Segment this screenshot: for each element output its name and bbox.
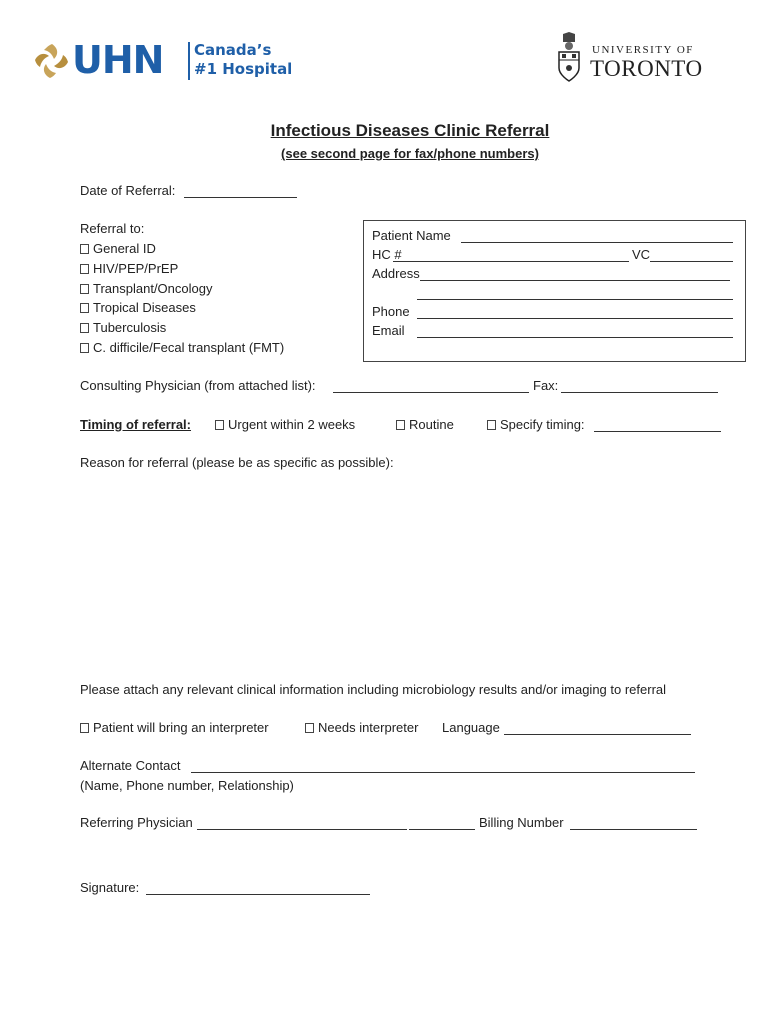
checkbox-icon[interactable] xyxy=(80,264,89,274)
date-field[interactable] xyxy=(184,197,297,198)
attach-note: Please attach any relevant clinical information including microbiology results and/or imaging to referral xyxy=(80,682,667,697)
alternate-contact-note: (Name, Phone number, Relationship) xyxy=(80,778,294,793)
crest-icon xyxy=(556,32,582,82)
signature-field[interactable] xyxy=(146,894,370,895)
vc-label: VC xyxy=(632,247,651,262)
vc-field[interactable] xyxy=(650,261,733,262)
reason-label: Reason for referral (please be as specific as possible): xyxy=(80,455,394,470)
uhn-tagline-2: #1 Hospital xyxy=(194,60,293,78)
reason-field[interactable] xyxy=(80,476,720,666)
billing-number-label: Billing Number xyxy=(479,815,564,830)
checkbox-icon[interactable] xyxy=(80,343,89,353)
timing-option[interactable]: Urgent within 2 weeks xyxy=(215,417,355,433)
checkbox-icon[interactable] xyxy=(80,303,89,313)
address-field-1[interactable] xyxy=(420,280,730,281)
uoft-line-1: UNIVERSITY OF xyxy=(592,44,694,56)
fax-field[interactable] xyxy=(561,392,718,393)
uhn-logo xyxy=(32,38,293,84)
date-label: Date of Referral: xyxy=(80,183,176,198)
referral-option[interactable]: Tropical Diseases xyxy=(80,300,196,316)
referral-option[interactable]: HIV/PEP/PrEP xyxy=(80,261,178,277)
email-label: Email xyxy=(372,323,405,338)
patient-name-label: Patient Name xyxy=(372,228,451,243)
specify-timing-field[interactable] xyxy=(594,431,721,432)
signature-label: Signature: xyxy=(80,880,140,895)
checkbox-icon[interactable] xyxy=(215,420,224,430)
uhn-tagline-1: Canada’s xyxy=(194,41,272,59)
timing-label: Timing of referral: xyxy=(80,417,192,432)
alternate-contact-field[interactable] xyxy=(191,772,695,773)
checkbox-icon[interactable] xyxy=(487,420,496,430)
interpreter-option[interactable]: Patient will bring an interpreter xyxy=(80,720,269,736)
language-label: Language xyxy=(442,720,500,735)
referring-physician-label: Referring Physician xyxy=(80,815,193,830)
patient-name-field[interactable] xyxy=(461,242,733,243)
uhn-mark-icon xyxy=(32,42,72,80)
referral-option[interactable]: Transplant/Oncology xyxy=(80,281,212,297)
phone-label: Phone xyxy=(372,304,410,319)
checkbox-icon[interactable] xyxy=(80,284,89,294)
referral-option[interactable]: C. difficile/Fecal transplant (FMT) xyxy=(80,340,284,356)
fax-label: Fax: xyxy=(533,378,559,393)
checkbox-icon[interactable] xyxy=(305,723,314,733)
checkbox-icon[interactable] xyxy=(80,323,89,333)
uoft-line-2: TORONTO xyxy=(590,56,703,81)
form-subtitle: (see second page for fax/phone numbers) xyxy=(281,146,539,161)
uoft-logo xyxy=(556,30,726,86)
logo-divider xyxy=(188,42,190,80)
billing-number-field[interactable] xyxy=(570,829,697,830)
language-field[interactable] xyxy=(504,734,691,735)
checkbox-icon[interactable] xyxy=(80,723,89,733)
email-field[interactable] xyxy=(417,337,733,338)
hc-field[interactable] xyxy=(393,261,629,262)
interpreter-option[interactable]: Needs interpreter xyxy=(305,720,418,736)
uhn-wordmark: UHN xyxy=(72,38,164,82)
timing-option[interactable]: Specify timing: xyxy=(487,417,585,433)
referral-option[interactable]: Tuberculosis xyxy=(80,320,166,336)
timing-option[interactable]: Routine xyxy=(396,417,454,433)
referral-option[interactable]: General ID xyxy=(80,241,156,257)
checkbox-icon[interactable] xyxy=(80,244,89,254)
consulting-physician-label: Consulting Physician (from attached list): xyxy=(80,378,316,393)
checkbox-icon[interactable] xyxy=(396,420,405,430)
hc-label: HC # xyxy=(372,247,402,262)
referring-physician-field[interactable] xyxy=(197,829,407,830)
address-field-2[interactable] xyxy=(417,299,733,300)
referring-physician-field-2[interactable] xyxy=(409,829,475,830)
referral-to-label: Referral to: xyxy=(80,221,145,236)
form-title: Infectious Diseases Clinic Referral xyxy=(270,121,550,140)
phone-field[interactable] xyxy=(417,318,733,319)
consulting-physician-field[interactable] xyxy=(333,392,529,393)
alternate-contact-label: Alternate Contact xyxy=(80,758,181,773)
address-label: Address xyxy=(372,266,420,281)
